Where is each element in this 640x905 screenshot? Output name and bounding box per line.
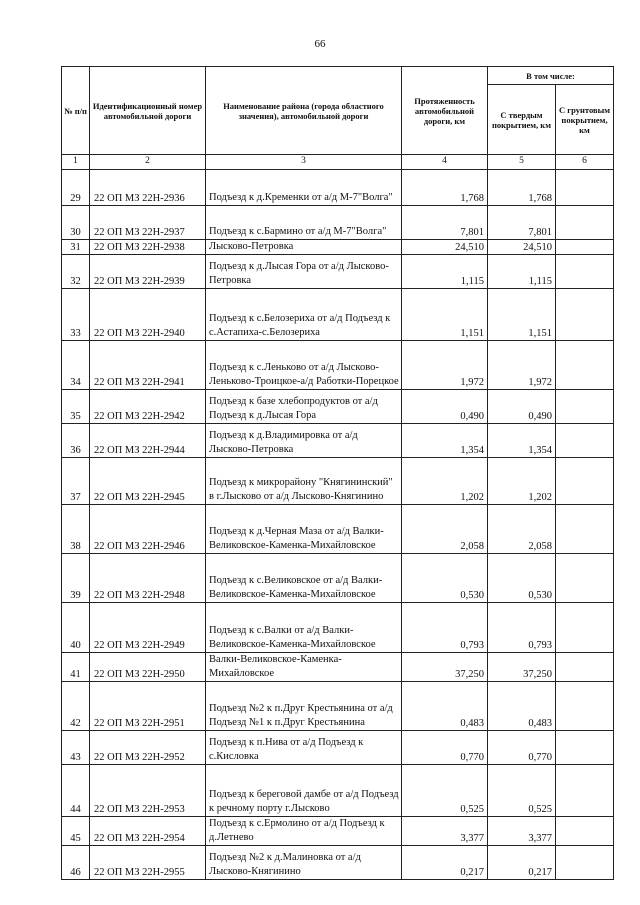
hard-surface-length: 0,793	[488, 603, 556, 653]
row-number: 34	[62, 341, 90, 390]
table-row	[62, 206, 614, 240]
soil-surface-length	[556, 682, 614, 731]
road-length: 7,801	[402, 206, 488, 240]
col-number: 2	[90, 155, 206, 170]
road-id: 22 ОП МЗ 22Н-2941	[90, 341, 206, 390]
road-id: 22 ОП МЗ 22Н-2936	[90, 170, 206, 206]
table-row	[62, 505, 614, 554]
hard-surface-length: 2,058	[488, 505, 556, 554]
hard-surface-length: 1,202	[488, 458, 556, 505]
road-length: 0,483	[402, 682, 488, 731]
soil-surface-length	[556, 424, 614, 458]
road-name: Подъезд к д.Черная Маза от а/д Валки-Великовское-Каменка-Михайловское	[206, 505, 402, 554]
soil-surface-length	[556, 765, 614, 817]
header-num: № п/п	[62, 67, 90, 155]
road-id: 22 ОП МЗ 22Н-2955	[90, 846, 206, 880]
table-row	[62, 731, 614, 765]
soil-surface-length	[556, 170, 614, 206]
hard-surface-length: 0,490	[488, 390, 556, 424]
row-number: 31	[62, 240, 90, 255]
road-name: Подъезд к с.Бармино от а/д М-7"Волга"	[206, 206, 402, 240]
road-name: Подъезд к д.Лысая Гора от а/д Лысково-Петровка	[206, 255, 402, 289]
hard-surface-length: 1,354	[488, 424, 556, 458]
row-number: 36	[62, 424, 90, 458]
road-id: 22 ОП МЗ 22Н-2952	[90, 731, 206, 765]
road-id: 22 ОП МЗ 22Н-2942	[90, 390, 206, 424]
table-row	[62, 424, 614, 458]
road-length: 1,972	[402, 341, 488, 390]
road-length: 3,377	[402, 817, 488, 846]
soil-surface-length	[556, 653, 614, 682]
table-row	[62, 817, 614, 846]
road-name: Подъезд к базе хлебопродуктов от а/д Подъезд к д.Лысая Гора	[206, 390, 402, 424]
road-length: 0,525	[402, 765, 488, 817]
road-id: 22 ОП МЗ 22Н-2949	[90, 603, 206, 653]
col-number: 5	[488, 155, 556, 170]
road-length: 0,770	[402, 731, 488, 765]
soil-surface-length	[556, 289, 614, 341]
road-name: Подъезд к с.Белозериха от а/д Подъезд к с.Астапиха-с.Белозериха	[206, 289, 402, 341]
table-row	[62, 240, 614, 255]
hard-surface-length: 0,525	[488, 765, 556, 817]
road-length: 24,510	[402, 240, 488, 255]
road-name: Подъезд к д.Владимировка от а/д Лысково-Петровка	[206, 424, 402, 458]
row-number: 30	[62, 206, 90, 240]
road-length: 0,217	[402, 846, 488, 880]
road-name: Подъезд к п.Нива от а/д Подъезд к с.Кисловка	[206, 731, 402, 765]
table-row	[62, 170, 614, 206]
header-id: Идентификационный номер автомобильной дороги	[90, 67, 206, 155]
table-row	[62, 255, 614, 289]
header-name: Наименование района (города областного значения), автомобильной дороги	[206, 67, 402, 155]
row-number: 38	[62, 505, 90, 554]
road-id: 22 ОП МЗ 22Н-2948	[90, 554, 206, 603]
road-length: 1,354	[402, 424, 488, 458]
row-number: 45	[62, 817, 90, 846]
hard-surface-length: 7,801	[488, 206, 556, 240]
road-name: Подъезд к с.Леньково от а/д Лысково-Леньково-Троицкое-а/д Работки-Порецкое	[206, 341, 402, 390]
road-id: 22 ОП МЗ 22Н-2938	[90, 240, 206, 255]
road-name: Подъезд к с.Великовское от а/д Валки-Великовское-Каменка-Михайловское	[206, 554, 402, 603]
road-id: 22 ОП МЗ 22Н-2945	[90, 458, 206, 505]
col-number: 6	[556, 155, 614, 170]
road-name: Подъезд к с.Ермолино от а/д Подъезд к д.Летнево	[206, 817, 402, 846]
hard-surface-length: 37,250	[488, 653, 556, 682]
road-id: 22 ОП МЗ 22Н-2950	[90, 653, 206, 682]
soil-surface-length	[556, 603, 614, 653]
col-number: 4	[402, 155, 488, 170]
road-length: 1,151	[402, 289, 488, 341]
row-number: 29	[62, 170, 90, 206]
soil-surface-length	[556, 240, 614, 255]
hard-surface-length: 1,115	[488, 255, 556, 289]
table-row	[62, 682, 614, 731]
roads-table	[61, 66, 614, 880]
row-number: 32	[62, 255, 90, 289]
road-length: 0,490	[402, 390, 488, 424]
row-number: 43	[62, 731, 90, 765]
road-length: 0,530	[402, 554, 488, 603]
road-name: Подъезд №2 к д.Малиновка от а/д Лысково-Княгинино	[206, 846, 402, 880]
header-hard: С твердым покрытием, км	[488, 85, 556, 155]
table-row	[62, 458, 614, 505]
table-row	[62, 390, 614, 424]
road-name: Подъезд к микрорайону "Княгининский" в г.Лысково от а/д Лысково-Княгинино	[206, 458, 402, 505]
hard-surface-length: 1,972	[488, 341, 556, 390]
table-row	[62, 846, 614, 880]
hard-surface-length: 0,483	[488, 682, 556, 731]
header-including: В том числе:	[488, 67, 614, 85]
col-number: 3	[206, 155, 402, 170]
soil-surface-length	[556, 731, 614, 765]
road-length: 37,250	[402, 653, 488, 682]
road-name: Подъезд к с.Валки от а/д Валки-Великовское-Каменка-Михайловское	[206, 603, 402, 653]
row-number: 33	[62, 289, 90, 341]
row-number: 44	[62, 765, 90, 817]
table-row	[62, 341, 614, 390]
road-length: 2,058	[402, 505, 488, 554]
row-number: 40	[62, 603, 90, 653]
road-length: 1,115	[402, 255, 488, 289]
road-length: 1,768	[402, 170, 488, 206]
table-row	[62, 603, 614, 653]
road-id: 22 ОП МЗ 22Н-2951	[90, 682, 206, 731]
road-id: 22 ОП МЗ 22Н-2953	[90, 765, 206, 817]
road-id: 22 ОП МЗ 22Н-2946	[90, 505, 206, 554]
row-number: 41	[62, 653, 90, 682]
road-id: 22 ОП МЗ 22Н-2940	[90, 289, 206, 341]
column-numbers-row	[62, 155, 614, 170]
row-number: 37	[62, 458, 90, 505]
hard-surface-length: 1,768	[488, 170, 556, 206]
soil-surface-length	[556, 505, 614, 554]
road-name: Лысково-Петровка	[206, 240, 402, 255]
road-id: 22 ОП МЗ 22Н-2954	[90, 817, 206, 846]
soil-surface-length	[556, 255, 614, 289]
road-length: 0,793	[402, 603, 488, 653]
soil-surface-length	[556, 846, 614, 880]
table-row	[62, 765, 614, 817]
road-name: Подъезд к береговой дамбе от а/д Подъезд к речному порту г.Лысково	[206, 765, 402, 817]
soil-surface-length	[556, 554, 614, 603]
hard-surface-length: 0,217	[488, 846, 556, 880]
row-number: 42	[62, 682, 90, 731]
table-row	[62, 554, 614, 603]
row-number: 39	[62, 554, 90, 603]
row-number: 35	[62, 390, 90, 424]
col-number: 1	[62, 155, 90, 170]
table-row	[62, 289, 614, 341]
hard-surface-length: 1,151	[488, 289, 556, 341]
road-id: 22 ОП МЗ 22Н-2937	[90, 206, 206, 240]
hard-surface-length: 24,510	[488, 240, 556, 255]
soil-surface-length	[556, 341, 614, 390]
header-soil: С грунтовым покрытием, км	[556, 85, 614, 155]
hard-surface-length: 0,530	[488, 554, 556, 603]
soil-surface-length	[556, 458, 614, 505]
road-id: 22 ОП МЗ 22Н-2944	[90, 424, 206, 458]
hard-surface-length: 3,377	[488, 817, 556, 846]
road-name: Подъезд №2 к п.Друг Крестьянина от а/д Подъезд №1 к п.Друг Крестьянина	[206, 682, 402, 731]
table-row	[62, 653, 614, 682]
soil-surface-length	[556, 206, 614, 240]
road-id: 22 ОП МЗ 22Н-2939	[90, 255, 206, 289]
road-length: 1,202	[402, 458, 488, 505]
row-number: 46	[62, 846, 90, 880]
header-length: Протяженность автомобильной дороги, км	[402, 67, 488, 155]
road-name: Подъезд к д.Кременки от а/д М-7"Волга"	[206, 170, 402, 206]
soil-surface-length	[556, 390, 614, 424]
road-name: Валки-Великовское-Каменка-Михайловское	[206, 653, 402, 682]
hard-surface-length: 0,770	[488, 731, 556, 765]
page-number: 66	[314, 38, 326, 50]
soil-surface-length	[556, 817, 614, 846]
